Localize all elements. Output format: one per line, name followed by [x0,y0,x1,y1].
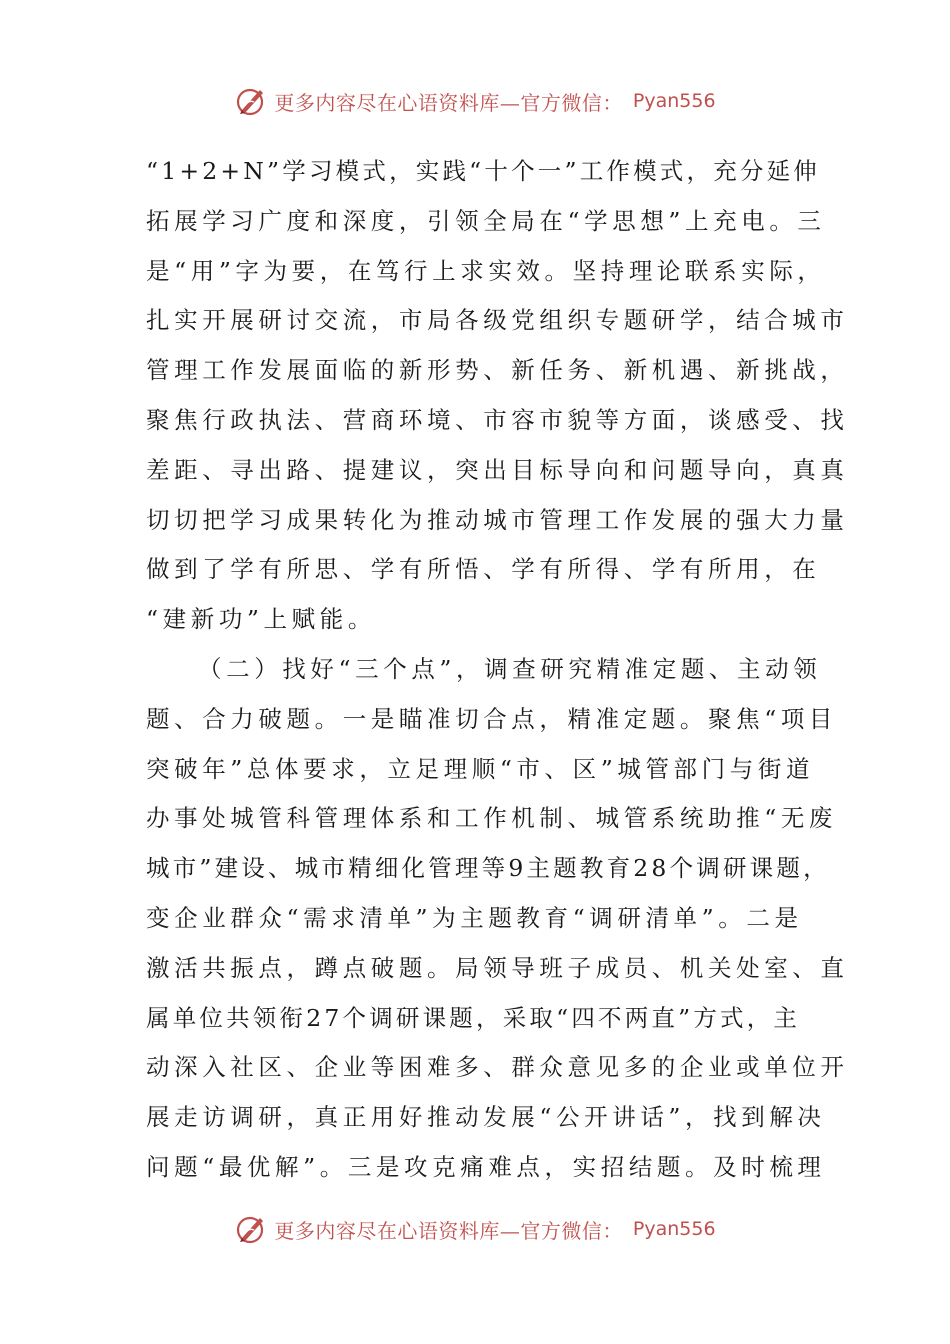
watermark-text: 更多内容尽在心语资料库—官方微信： [274,90,623,115]
text-line: 激活共振点，蹲点破题。局领导班子成员、机关处室、直 [146,953,849,982]
text-line: 问题“最优解”。三是攻克痛难点，实招结题。及时梳理 [146,1152,826,1181]
text-line: 拓展学习广度和深度，引领全局在“学思想”上充电。三 [146,206,826,235]
header-watermark [0,84,950,118]
watermark-wechat-id: Pyan556 [632,90,716,112]
text-line: 变企业群众“需求清单”为主题教育“调研清单”。二是 [146,903,803,932]
text-line: 切切把学习成果转化为推动城市管理工作发展的强大力量 [146,505,849,534]
text-line: 题、合力破题。一是瞄准切合点，精准定题。聚焦“项目 [146,704,838,733]
pen-logo-icon [234,1212,268,1246]
text-line: 做到了学有所思、学有所悟、学有所得、学有所用，在 [146,555,821,584]
text-line: 办事处城管科管理体系和工作机制、城管系统助推“无废 [146,804,838,833]
text-line: 展走访调研，真正用好推动发展“公开讲话”，找到解决 [146,1103,826,1132]
document-body [146,147,849,1193]
footer-watermark [0,1212,950,1246]
text-line: 是“用”字为要，在笃行上求实效。坚持理论联系实际， [146,256,826,285]
text-line: 动深入社区、企业等困难多、群众意见多的企业或单位开 [146,1053,849,1082]
text-line: 属单位共领衔27个调研课题，采取“四不两直”方式，主 [146,1003,801,1032]
text-line: 城市”建设、城市精细化管理等9主题教育28个调研课题， [146,854,830,883]
text-line: 管理工作发展面临的新形势、新任务、新机遇、新挑战， [146,356,849,385]
text-line: “1+2+N”学习模式，实践“十个一”工作模式，充分延伸 [146,157,821,185]
pen-logo-icon [234,84,268,118]
text-line: 扎实开展研讨交流，市局各级党组织专题研学，结合城市 [146,306,849,335]
watermark-wechat-id: Pyan556 [632,1218,716,1240]
text-line: 突破年”总体要求，立足理顺“市、区”城管部门与街道 [146,754,815,783]
text-line: 差距、寻出路、提建议，突出目标导向和问题导向，真真 [146,455,849,484]
text-line: 聚焦行政执法、营商环境、市容市貌等方面，谈感受、找 [146,405,849,434]
text-line: “建新功”上赋能。 [146,605,376,634]
paragraph-start-line: （二）找好“三个点”，调查研究精准定题、主动领 [198,654,822,683]
watermark-text: 更多内容尽在心语资料库—官方微信： [274,1218,623,1243]
